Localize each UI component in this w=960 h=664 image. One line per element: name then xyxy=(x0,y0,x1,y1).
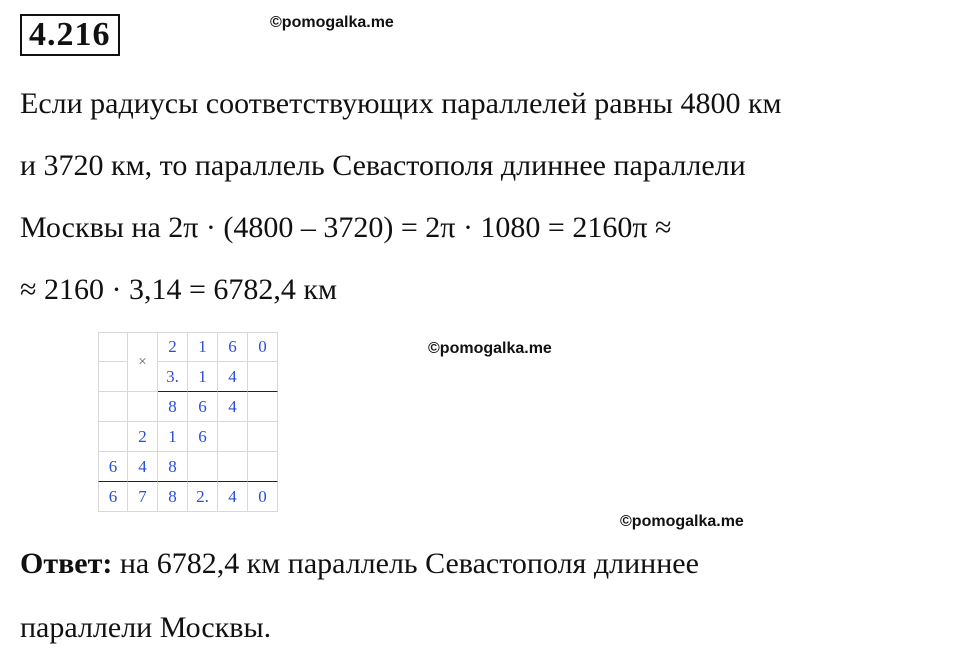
multiplication-grid xyxy=(98,332,278,512)
grid-cell xyxy=(218,422,248,452)
grid-cell: 2 xyxy=(128,422,158,452)
watermark: ©pomogalka.me xyxy=(270,14,394,31)
grid-cell: 0 xyxy=(248,332,278,362)
grid-cell: 6 xyxy=(98,482,128,512)
grid-cell: 4 xyxy=(128,452,158,482)
grid-cell: 2. xyxy=(188,482,218,512)
solution-line: Если радиусы соответствующих параллелей равны 4800 км xyxy=(20,87,782,120)
grid-cell: 1 xyxy=(158,422,188,452)
grid-cell xyxy=(98,392,128,422)
grid-cell xyxy=(248,452,278,482)
grid-cell: 3. xyxy=(158,362,188,392)
solution-line: и 3720 км, то параллель Севастополя длиннее параллели xyxy=(20,149,746,182)
answer-text: на 6782,4 км параллель Севастополя длиннее xyxy=(112,547,699,580)
grid-cell: 8 xyxy=(158,482,188,512)
grid-cell: 4 xyxy=(218,482,248,512)
grid-cell: 8 xyxy=(158,392,188,422)
grid-cell: 4 xyxy=(218,392,248,422)
watermark: ©pomogalka.me xyxy=(428,340,552,357)
grid-cell xyxy=(218,452,248,482)
grid-cell xyxy=(248,392,278,422)
solution-line: Москвы на 2π · (4800 – 3720) = 2π · 1080 = 2160π ≈ xyxy=(20,211,672,244)
grid-cell: 8 xyxy=(158,452,188,482)
multiply-sign: × xyxy=(128,332,158,392)
grid-cell xyxy=(188,452,218,482)
grid-cell: 6 xyxy=(218,332,248,362)
watermark: ©pomogalka.me xyxy=(620,513,744,530)
grid-cell: 4 xyxy=(218,362,248,392)
grid-cell xyxy=(248,362,278,392)
grid-cell: 2 xyxy=(158,332,188,362)
grid-cell xyxy=(248,422,278,452)
grid-cell: 0 xyxy=(248,482,278,512)
grid-cell xyxy=(128,392,158,422)
grid-cell xyxy=(98,362,128,392)
grid-cell xyxy=(98,332,128,362)
grid-cell: 1 xyxy=(188,332,218,362)
problem-number: 4.216 xyxy=(20,14,120,56)
answer-line xyxy=(20,544,699,584)
grid-cell: 7 xyxy=(128,482,158,512)
grid-cell xyxy=(98,422,128,452)
grid-cell: 6 xyxy=(98,452,128,482)
answer-line: параллели Москвы. xyxy=(20,611,272,644)
grid-cell: 6 xyxy=(188,422,218,452)
grid-cell: 1 xyxy=(188,362,218,392)
grid-cell: 6 xyxy=(188,392,218,422)
answer-label: Ответ: xyxy=(20,547,113,580)
solution-line: ≈ 2160 · 3,14 = 6782,4 км xyxy=(20,273,337,306)
